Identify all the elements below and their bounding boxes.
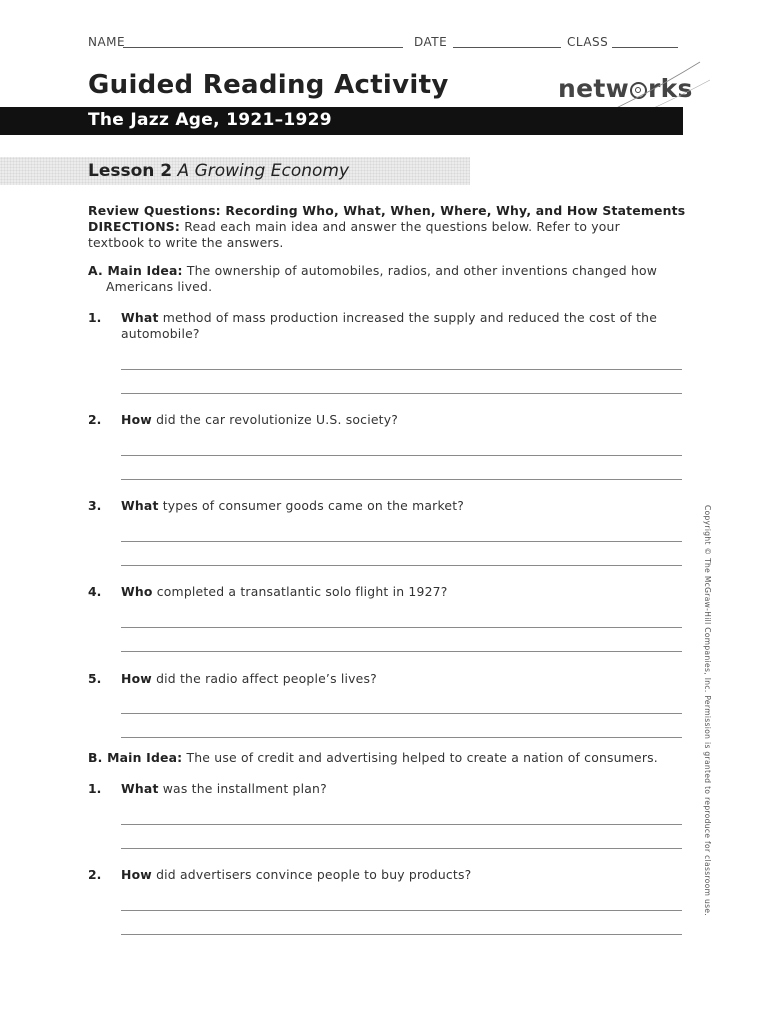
date-field-line[interactable] [453, 47, 561, 48]
question-lead-word: What [121, 498, 159, 513]
question-a5-text [121, 671, 377, 687]
lesson-title [88, 161, 349, 181]
page-title: Guided Reading Activity [88, 70, 449, 100]
section-a-text: The ownership of automobiles, radios, and other inventions changed how [186, 263, 658, 278]
question-b1-text [121, 781, 327, 797]
logo-text-end: rks [648, 74, 693, 103]
question-a3-text [121, 498, 464, 514]
answer-line[interactable] [121, 627, 682, 628]
question-text: did the car revolutionize U.S. society? [156, 412, 399, 427]
question-text: types of consumer goods came on the market? [162, 498, 465, 513]
answer-line[interactable] [121, 848, 682, 849]
answer-line[interactable] [121, 541, 682, 542]
question-number: 1. [88, 781, 102, 796]
logo-text-start: netw [558, 74, 629, 103]
answer-line[interactable] [121, 824, 682, 825]
section-b-text: The use of credit and advertising helped to create a nation of consumers. [186, 750, 658, 765]
section-a-text-line-2: Americans lived. [106, 279, 213, 294]
directions-line-2: textbook to write the answers. [88, 235, 284, 250]
lesson-name: A Growing Economy [177, 161, 350, 181]
section-a-label: A. Main Idea: [88, 263, 183, 278]
date-label: DATE [414, 35, 448, 49]
answer-line[interactable] [121, 910, 682, 911]
answer-line[interactable] [121, 934, 682, 935]
section-b-label: B. Main Idea: [88, 750, 183, 765]
question-text: did advertisers convince people to buy products? [156, 867, 472, 882]
question-text: did the radio affect people’s lives? [156, 671, 377, 686]
question-a2-text [121, 412, 398, 428]
question-a4-text [121, 584, 448, 600]
unit-title: The Jazz Age, 1921–1929 [88, 110, 332, 130]
question-lead-word: What [121, 310, 159, 325]
question-lead-word: Who [121, 584, 153, 599]
question-text: was the installment plan? [162, 781, 327, 796]
name-label: NAME [88, 35, 126, 49]
question-lead-word: What [121, 781, 159, 796]
lesson-number: Lesson 2 [88, 161, 173, 181]
answer-line[interactable] [121, 479, 682, 480]
answer-line[interactable] [121, 369, 682, 370]
class-label: CLASS [567, 35, 609, 49]
question-a1-text [121, 310, 657, 326]
question-text: completed a transatlantic solo flight in 1927? [156, 584, 448, 599]
answer-line[interactable] [121, 651, 682, 652]
answer-line[interactable] [121, 737, 682, 738]
question-lead-word: How [121, 412, 152, 427]
question-number: 2. [88, 867, 102, 882]
answer-line[interactable] [121, 455, 682, 456]
directions-text: Read each main idea and answer the questions below. Refer to your [184, 219, 620, 234]
question-number: 5. [88, 671, 102, 686]
section-b-main-idea [88, 750, 658, 766]
section-a-main-idea [88, 263, 657, 279]
class-field-line[interactable] [612, 47, 678, 48]
review-heading: Review Questions: Recording Who, What, When, Where, Why, and How Statements [88, 203, 686, 218]
question-number: 1. [88, 310, 102, 325]
answer-line[interactable] [121, 393, 682, 394]
directions-line-1 [88, 219, 620, 235]
answer-line[interactable] [121, 713, 682, 714]
question-a1-text-line-2: automobile? [121, 326, 200, 341]
question-lead-word: How [121, 867, 152, 882]
question-number: 2. [88, 412, 102, 427]
name-field-line[interactable] [123, 47, 403, 48]
question-text: method of mass production increased the supply and reduced the cost of the [162, 310, 658, 325]
copyright-notice [700, 505, 714, 917]
question-number: 3. [88, 498, 102, 513]
copyright-text: Copyright © The McGraw-Hill Companies, Inc. Permission is granted to reproduce for classroom use. [703, 505, 712, 917]
directions-label: DIRECTIONS: [88, 219, 181, 234]
answer-line[interactable] [121, 565, 682, 566]
question-lead-word: How [121, 671, 152, 686]
question-b2-text [121, 867, 471, 883]
question-number: 4. [88, 584, 102, 599]
